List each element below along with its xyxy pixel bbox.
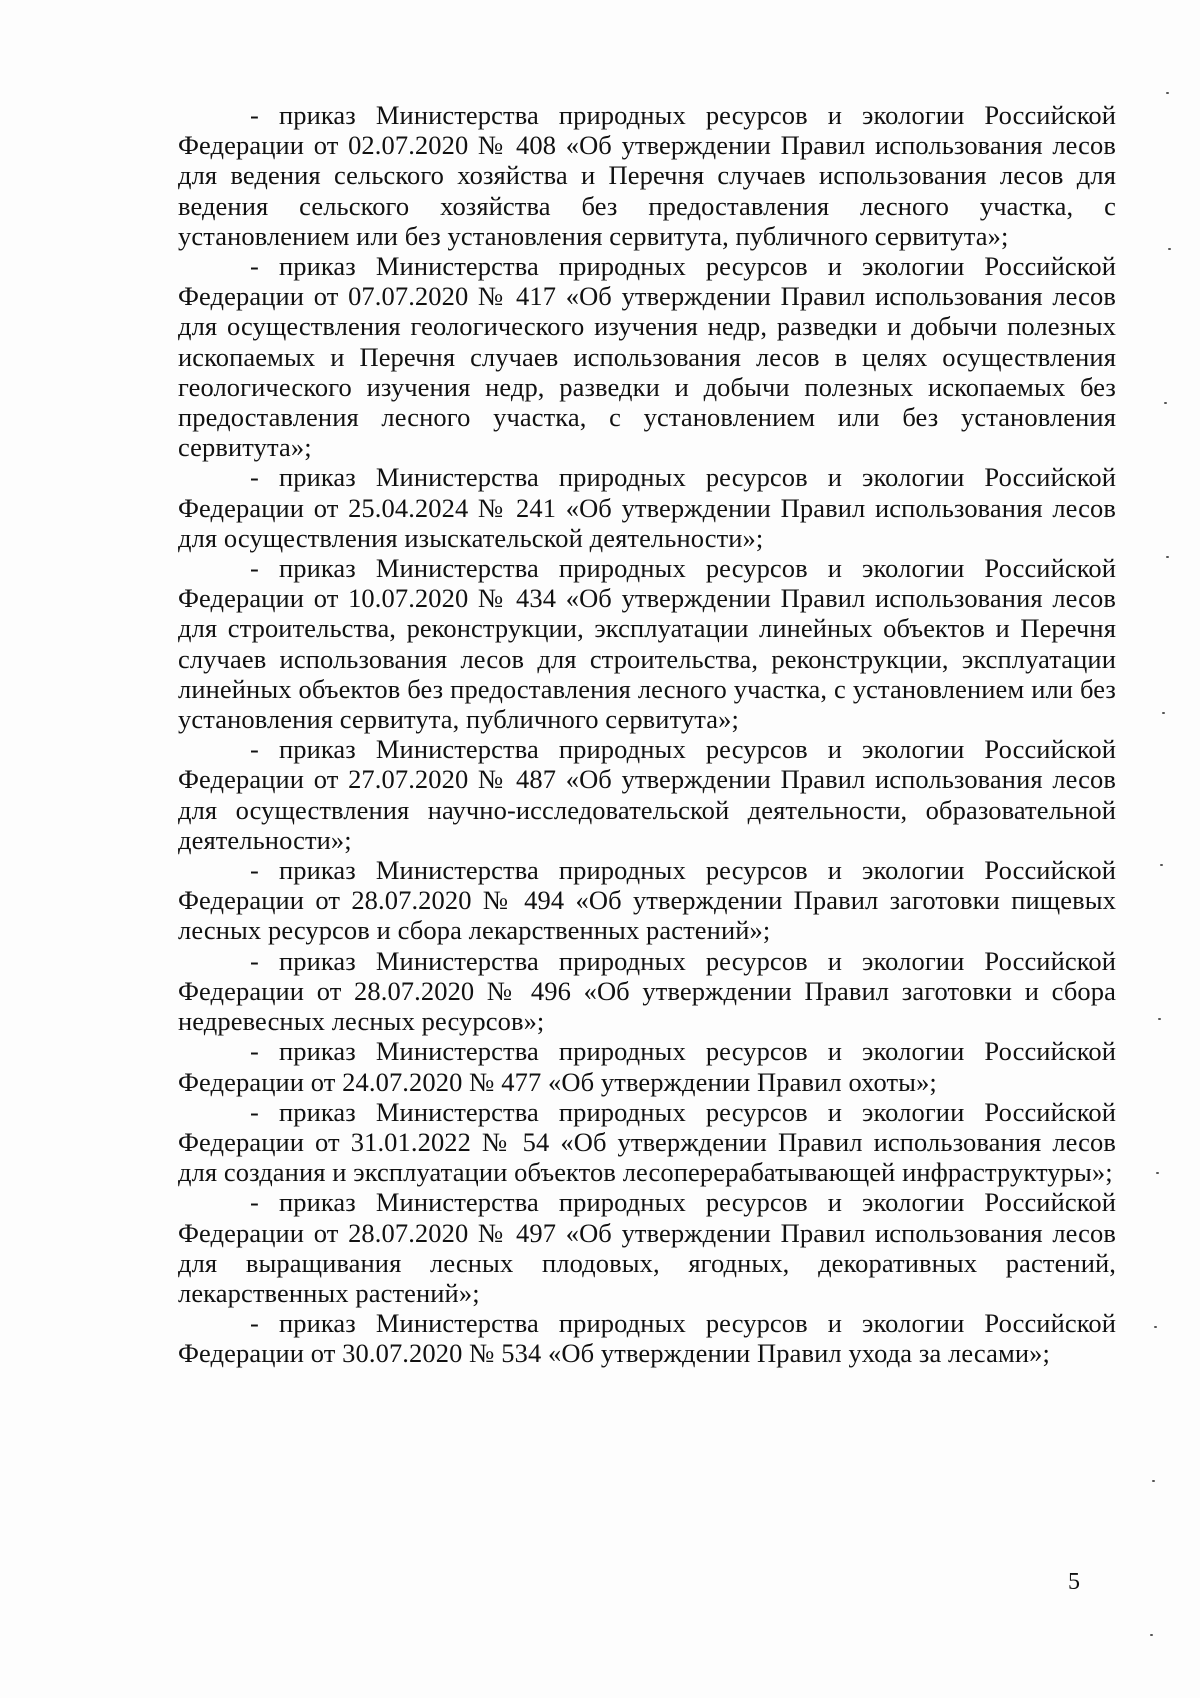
scan-speck: [1152, 1480, 1155, 1482]
page-number: 5: [1068, 1569, 1080, 1595]
scan-speck: [1156, 1172, 1159, 1174]
scan-speck: [1166, 92, 1169, 94]
scan-speck: [1154, 1326, 1157, 1328]
list-item: - приказ Министерства природных ресурсов и экологии Российской Федерации от 07.07.2020 № 417 «Об утверждении Правил использования лесов для осуществления геологического изучения недр, разведки и добычи полезных ископаемых и Перечня случаев использования лесов в целях осуществления геологического изучения недр, разведки и добычи полезных ископаемых без предоставления лесного участка, с установлением или без установления сервитута»;: [178, 251, 1116, 463]
scan-speck: [1160, 864, 1163, 866]
list-item: - приказ Министерства природных ресурсов и экологии Российской Федерации от 24.07.2020 № 477 «Об утверждении Правил охоты»;: [178, 1036, 1116, 1097]
list-item: - приказ Министерства природных ресурсов и экологии Российской Федерации от 10.07.2020 № 434 «Об утверждении Правил использования лесов для строительства, реконструкции, эксплуатации линейных объектов и Перечня случаев использования лесов для строительства, реконструкции, эксплуатации линейных объектов без предоставления лесного участка, с установлением или без установления сервитута, публичного сервитута»;: [178, 553, 1116, 735]
scan-speck: [1162, 712, 1165, 714]
list-item: - приказ Министерства природных ресурсов и экологии Российской Федерации от 28.07.2020 № 494 «Об утверждении Правил заготовки пищевых лесных ресурсов и сбора лекарственных растений»;: [178, 855, 1116, 946]
scan-speck: [1166, 556, 1169, 558]
scan-speck: [1158, 1018, 1161, 1020]
list-item: - приказ Министерства природных ресурсов и экологии Российской Федерации от 02.07.2020 № 408 «Об утверждении Правил использования лесов для ведения сельского хозяйства и Перечня случаев использования лесов для ведения сельского хозяйства без предоставления лесного участка, с установлением или без установления сервитута, публичного сервитута»;: [178, 100, 1116, 251]
scan-speck: [1168, 248, 1171, 250]
list-item: - приказ Министерства природных ресурсов и экологии Российской Федерации от 30.07.2020 № 534 «Об утверждении Правил ухода за лесами»;: [178, 1308, 1116, 1369]
scan-speck: [1164, 402, 1167, 404]
list-item: - приказ Министерства природных ресурсов и экологии Российской Федерации от 31.01.2022 № 54 «Об утверждении Правил использования лесов для создания и эксплуатации объектов лесоперерабатывающей инфраструктуры»;: [178, 1096, 1116, 1188]
list-item: - приказ Министерства природных ресурсов и экологии Российской Федерации от 25.04.2024 № 241 «Об утверждении Правил использования лесов для осуществления изыскательской деятельности»;: [178, 462, 1116, 553]
list-item: - приказ Министерства природных ресурсов и экологии Российской Федерации от 28.07.2020 № 497 «Об утверждении Правил использования лесов для выращивания лесных плодовых, ягодных, декоративных растений, лекарственных растений»;: [178, 1187, 1116, 1308]
document-body: [178, 100, 1116, 1369]
list-item: - приказ Министерства природных ресурсов и экологии Российской Федерации от 27.07.2020 № 487 «Об утверждении Правил использования лесов для осуществления научно-исследовательской деятельности, образовательной деятельности»;: [178, 734, 1116, 855]
list-item: - приказ Министерства природных ресурсов и экологии Российской Федерации от 28.07.2020 № 496 «Об утверждении Правил заготовки и сбора недревесных лесных ресурсов»;: [178, 945, 1116, 1037]
scan-speck: [1150, 1634, 1153, 1636]
